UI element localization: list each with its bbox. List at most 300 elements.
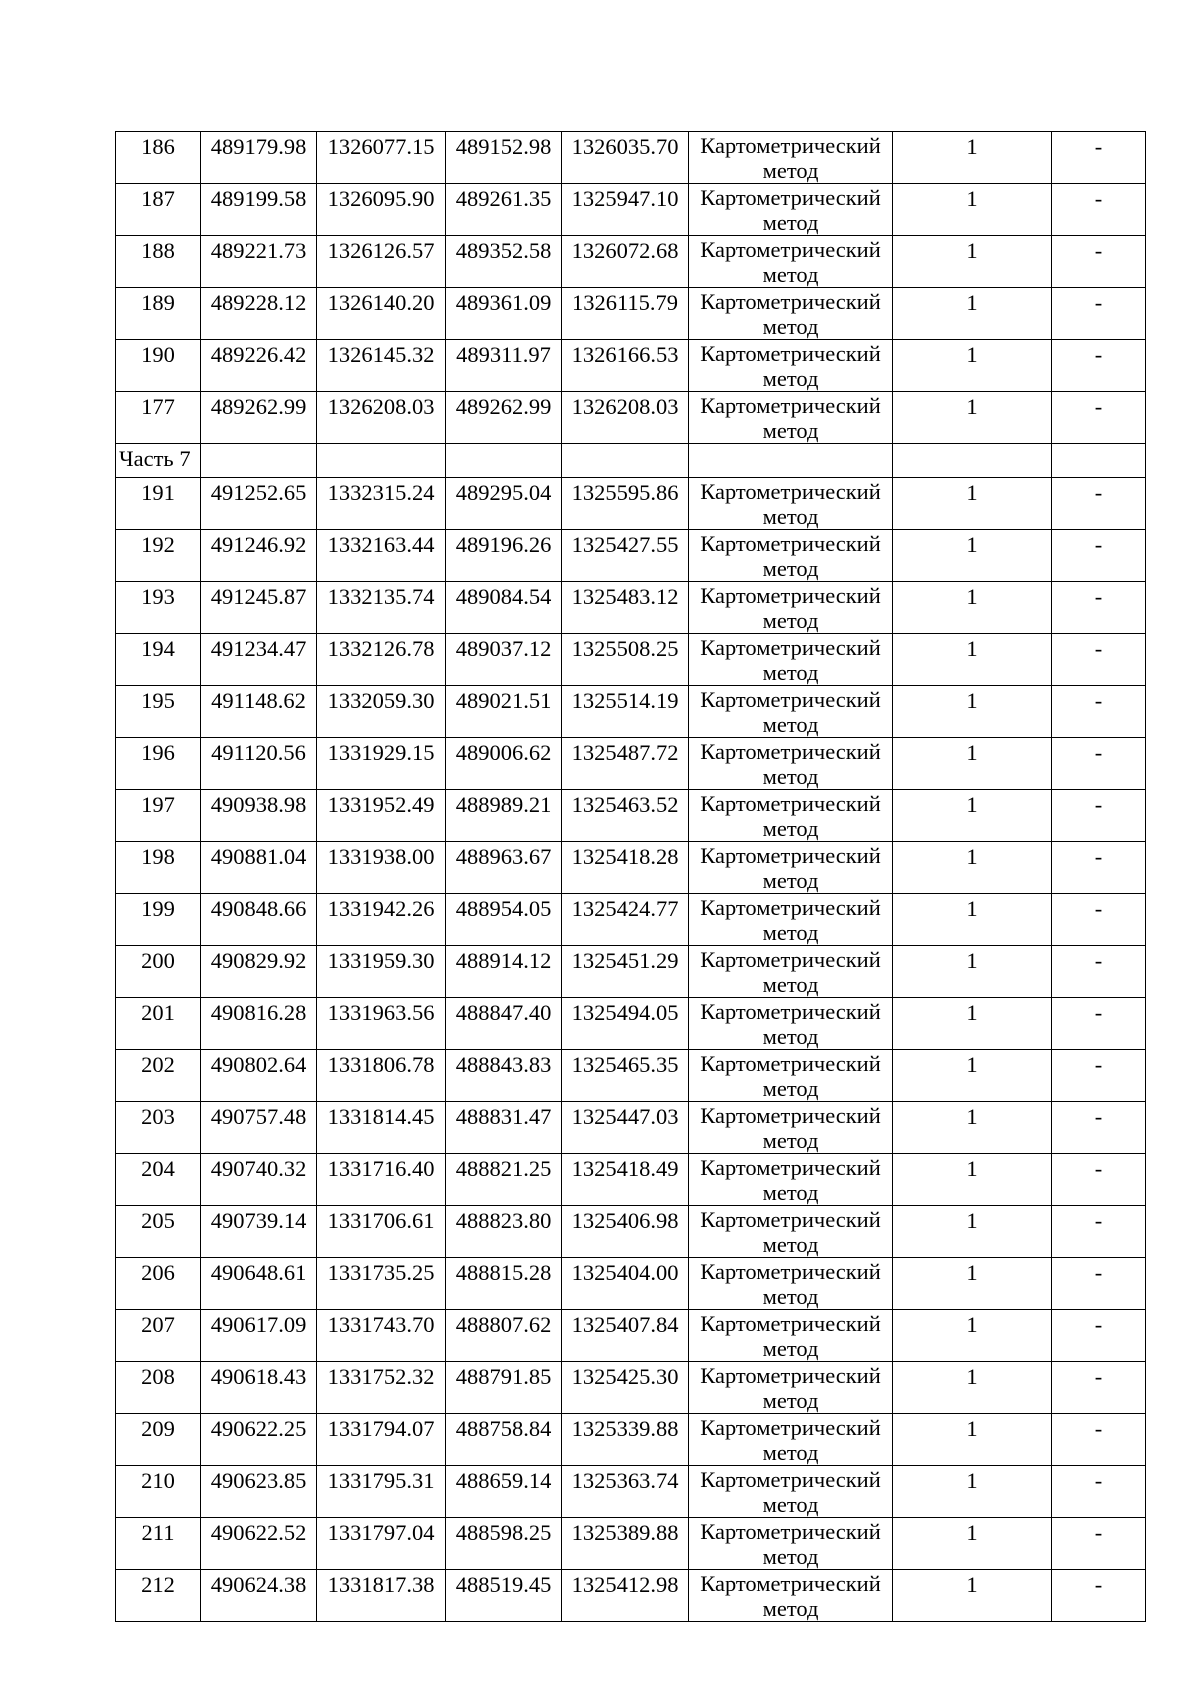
x-new-cell: 489037.12 [446, 634, 562, 686]
x-existing-cell: 490739.14 [201, 1206, 317, 1258]
x-existing-cell: 490740.32 [201, 1154, 317, 1206]
x-existing-cell: 491234.47 [201, 634, 317, 686]
point-number-cell: 206 [116, 1258, 201, 1310]
table-row [116, 1466, 1146, 1518]
description-cell: - [1052, 1570, 1146, 1622]
method-line-1: Картометрический [700, 237, 881, 262]
accuracy-cell: 1 [893, 946, 1052, 998]
empty-cell [1052, 444, 1146, 478]
y-new-cell: 1325508.25 [562, 634, 689, 686]
description-cell: - [1052, 1466, 1146, 1518]
table-row [116, 634, 1146, 686]
point-number-cell: 199 [116, 894, 201, 946]
y-existing-cell: 1331942.26 [317, 894, 446, 946]
accuracy-cell: 1 [893, 392, 1052, 444]
x-new-cell: 488598.25 [446, 1518, 562, 1570]
y-new-cell: 1326166.53 [562, 340, 689, 392]
y-new-cell: 1325451.29 [562, 946, 689, 998]
y-existing-cell: 1331794.07 [317, 1414, 446, 1466]
x-existing-cell: 491120.56 [201, 738, 317, 790]
method-cell [689, 998, 893, 1050]
part-header-row [116, 444, 1146, 478]
method-line-2: метод [762, 1232, 819, 1257]
y-existing-cell: 1331735.25 [317, 1258, 446, 1310]
table-row [116, 686, 1146, 738]
method-line-1: Картометрический [700, 1311, 881, 1336]
table-row [116, 288, 1146, 340]
part-section [116, 444, 1146, 478]
x-new-cell: 488791.85 [446, 1362, 562, 1414]
x-existing-cell: 491252.65 [201, 478, 317, 530]
empty-cell [201, 444, 317, 478]
method-cell [689, 1154, 893, 1206]
description-cell: - [1052, 340, 1146, 392]
y-new-cell: 1325514.19 [562, 686, 689, 738]
accuracy-cell: 1 [893, 530, 1052, 582]
method-cell [689, 1102, 893, 1154]
table-row [116, 236, 1146, 288]
y-new-cell: 1325494.05 [562, 998, 689, 1050]
table-row [116, 340, 1146, 392]
point-number-cell: 200 [116, 946, 201, 998]
y-new-cell: 1325406.98 [562, 1206, 689, 1258]
method-cell [689, 946, 893, 998]
method-line-1: Картометрический [700, 843, 881, 868]
method-line-2: метод [762, 314, 819, 339]
method-cell [689, 1518, 893, 1570]
x-new-cell: 489262.99 [446, 392, 562, 444]
point-number-cell: 191 [116, 478, 201, 530]
x-new-cell: 489352.58 [446, 236, 562, 288]
method-line-2: метод [762, 158, 819, 183]
description-cell: - [1052, 686, 1146, 738]
table-row [116, 184, 1146, 236]
method-line-1: Картометрический [700, 1467, 881, 1492]
point-number-cell: 189 [116, 288, 201, 340]
method-cell [689, 392, 893, 444]
x-existing-cell: 490848.66 [201, 894, 317, 946]
y-existing-cell: 1331952.49 [317, 790, 446, 842]
method-line-1: Картометрический [700, 1259, 881, 1284]
accuracy-cell: 1 [893, 1570, 1052, 1622]
y-new-cell: 1326072.68 [562, 236, 689, 288]
x-existing-cell: 489221.73 [201, 236, 317, 288]
method-line-2: метод [762, 660, 819, 685]
y-new-cell: 1325483.12 [562, 582, 689, 634]
method-line-2: метод [762, 1596, 819, 1621]
table-row [116, 1050, 1146, 1102]
table-row [116, 132, 1146, 184]
description-cell: - [1052, 998, 1146, 1050]
point-number-cell: 205 [116, 1206, 201, 1258]
method-cell [689, 1466, 893, 1518]
method-line-1: Картометрический [700, 341, 881, 366]
method-line-2: метод [762, 504, 819, 529]
method-line-1: Картометрический [700, 999, 881, 1024]
method-line-2: метод [762, 608, 819, 633]
description-cell: - [1052, 582, 1146, 634]
method-line-1: Картометрический [700, 393, 881, 418]
table-row [116, 582, 1146, 634]
x-new-cell: 488821.25 [446, 1154, 562, 1206]
accuracy-cell: 1 [893, 1466, 1052, 1518]
x-existing-cell: 490648.61 [201, 1258, 317, 1310]
x-new-cell: 488847.40 [446, 998, 562, 1050]
y-new-cell: 1326035.70 [562, 132, 689, 184]
point-number-cell: 186 [116, 132, 201, 184]
accuracy-cell: 1 [893, 582, 1052, 634]
method-line-2: метод [762, 418, 819, 443]
description-cell: - [1052, 946, 1146, 998]
table-body-bottom [116, 478, 1146, 1622]
method-line-1: Картометрический [700, 635, 881, 660]
description-cell: - [1052, 1206, 1146, 1258]
method-cell [689, 340, 893, 392]
method-cell [689, 132, 893, 184]
method-cell [689, 1414, 893, 1466]
y-existing-cell: 1331963.56 [317, 998, 446, 1050]
x-new-cell: 488758.84 [446, 1414, 562, 1466]
method-line-2: метод [762, 1180, 819, 1205]
accuracy-cell: 1 [893, 842, 1052, 894]
y-existing-cell: 1331806.78 [317, 1050, 446, 1102]
accuracy-cell: 1 [893, 1258, 1052, 1310]
method-line-2: метод [762, 366, 819, 391]
table-body-top [116, 132, 1146, 444]
method-line-2: метод [762, 1544, 819, 1569]
x-new-cell: 489311.97 [446, 340, 562, 392]
x-new-cell: 488519.45 [446, 1570, 562, 1622]
x-existing-cell: 490624.38 [201, 1570, 317, 1622]
y-existing-cell: 1326145.32 [317, 340, 446, 392]
point-number-cell: 210 [116, 1466, 201, 1518]
method-cell [689, 582, 893, 634]
method-line-1: Картометрический [700, 1051, 881, 1076]
method-cell [689, 1206, 893, 1258]
y-new-cell: 1325339.88 [562, 1414, 689, 1466]
y-existing-cell: 1326077.15 [317, 132, 446, 184]
accuracy-cell: 1 [893, 1310, 1052, 1362]
y-new-cell: 1325427.55 [562, 530, 689, 582]
accuracy-cell: 1 [893, 1102, 1052, 1154]
method-line-1: Картометрический [700, 1363, 881, 1388]
table-row [116, 1206, 1146, 1258]
method-cell [689, 1362, 893, 1414]
method-cell [689, 1570, 893, 1622]
x-new-cell: 488831.47 [446, 1102, 562, 1154]
y-new-cell: 1325404.00 [562, 1258, 689, 1310]
x-existing-cell: 490617.09 [201, 1310, 317, 1362]
x-new-cell: 489152.98 [446, 132, 562, 184]
point-number-cell: 196 [116, 738, 201, 790]
x-existing-cell: 489228.12 [201, 288, 317, 340]
description-cell: - [1052, 132, 1146, 184]
table-row [116, 738, 1146, 790]
point-number-cell: 212 [116, 1570, 201, 1622]
y-new-cell: 1325407.84 [562, 1310, 689, 1362]
x-new-cell: 488954.05 [446, 894, 562, 946]
accuracy-cell: 1 [893, 236, 1052, 288]
table-row [116, 894, 1146, 946]
y-existing-cell: 1331752.32 [317, 1362, 446, 1414]
x-new-cell: 489295.04 [446, 478, 562, 530]
point-number-cell: 188 [116, 236, 201, 288]
method-line-2: метод [762, 1388, 819, 1413]
method-line-1: Картометрический [700, 947, 881, 972]
description-cell: - [1052, 1362, 1146, 1414]
method-line-1: Картометрический [700, 185, 881, 210]
y-existing-cell: 1331938.00 [317, 842, 446, 894]
y-existing-cell: 1331797.04 [317, 1518, 446, 1570]
x-new-cell: 488815.28 [446, 1258, 562, 1310]
description-cell: - [1052, 288, 1146, 340]
point-number-cell: 207 [116, 1310, 201, 1362]
y-existing-cell: 1331817.38 [317, 1570, 446, 1622]
method-line-2: метод [762, 1128, 819, 1153]
method-line-1: Картометрический [700, 1571, 881, 1596]
table-row [116, 1362, 1146, 1414]
accuracy-cell: 1 [893, 790, 1052, 842]
y-existing-cell: 1332126.78 [317, 634, 446, 686]
x-existing-cell: 489226.42 [201, 340, 317, 392]
y-existing-cell: 1332315.24 [317, 478, 446, 530]
method-cell [689, 634, 893, 686]
empty-cell [689, 444, 893, 478]
y-new-cell: 1325947.10 [562, 184, 689, 236]
accuracy-cell: 1 [893, 132, 1052, 184]
x-new-cell: 489361.09 [446, 288, 562, 340]
y-existing-cell: 1332135.74 [317, 582, 446, 634]
point-number-cell: 201 [116, 998, 201, 1050]
method-cell [689, 1310, 893, 1362]
y-existing-cell: 1326140.20 [317, 288, 446, 340]
point-number-cell: 192 [116, 530, 201, 582]
y-new-cell: 1326208.03 [562, 392, 689, 444]
y-new-cell: 1325418.49 [562, 1154, 689, 1206]
x-existing-cell: 490829.92 [201, 946, 317, 998]
point-number-cell: 177 [116, 392, 201, 444]
description-cell: - [1052, 184, 1146, 236]
description-cell: - [1052, 392, 1146, 444]
table-row [116, 478, 1146, 530]
method-line-1: Картометрический [700, 791, 881, 816]
y-new-cell: 1325595.86 [562, 478, 689, 530]
point-number-cell: 190 [116, 340, 201, 392]
table-row [116, 1258, 1146, 1310]
method-line-1: Картометрический [700, 289, 881, 314]
method-line-1: Картометрический [700, 531, 881, 556]
method-cell [689, 738, 893, 790]
method-line-2: метод [762, 1336, 819, 1361]
method-line-1: Картометрический [700, 133, 881, 158]
point-number-cell: 202 [116, 1050, 201, 1102]
method-cell [689, 236, 893, 288]
y-existing-cell: 1332163.44 [317, 530, 446, 582]
point-number-cell: 211 [116, 1518, 201, 1570]
y-new-cell: 1325465.35 [562, 1050, 689, 1102]
description-cell: - [1052, 1102, 1146, 1154]
method-cell [689, 1258, 893, 1310]
method-line-2: метод [762, 1492, 819, 1517]
accuracy-cell: 1 [893, 184, 1052, 236]
x-existing-cell: 490622.52 [201, 1518, 317, 1570]
accuracy-cell: 1 [893, 1518, 1052, 1570]
x-new-cell: 488807.62 [446, 1310, 562, 1362]
accuracy-cell: 1 [893, 686, 1052, 738]
y-existing-cell: 1326095.90 [317, 184, 446, 236]
table-row [116, 1570, 1146, 1622]
accuracy-cell: 1 [893, 478, 1052, 530]
y-new-cell: 1326115.79 [562, 288, 689, 340]
x-new-cell: 488914.12 [446, 946, 562, 998]
method-line-2: метод [762, 972, 819, 997]
point-number-cell: 204 [116, 1154, 201, 1206]
y-new-cell: 1325463.52 [562, 790, 689, 842]
y-existing-cell: 1331743.70 [317, 1310, 446, 1362]
method-line-2: метод [762, 764, 819, 789]
x-existing-cell: 489179.98 [201, 132, 317, 184]
y-existing-cell: 1331929.15 [317, 738, 446, 790]
empty-cell [893, 444, 1052, 478]
method-cell [689, 184, 893, 236]
method-line-2: метод [762, 920, 819, 945]
x-new-cell: 489006.62 [446, 738, 562, 790]
y-existing-cell: 1326208.03 [317, 392, 446, 444]
table-row [116, 946, 1146, 998]
method-cell [689, 530, 893, 582]
description-cell: - [1052, 894, 1146, 946]
accuracy-cell: 1 [893, 1362, 1052, 1414]
method-cell [689, 842, 893, 894]
y-existing-cell: 1331795.31 [317, 1466, 446, 1518]
point-number-cell: 194 [116, 634, 201, 686]
y-existing-cell: 1331814.45 [317, 1102, 446, 1154]
point-number-cell: 208 [116, 1362, 201, 1414]
method-line-2: метод [762, 1440, 819, 1465]
method-line-2: метод [762, 868, 819, 893]
method-cell [689, 686, 893, 738]
empty-cell [317, 444, 446, 478]
x-new-cell: 489261.35 [446, 184, 562, 236]
empty-cell [446, 444, 562, 478]
method-line-1: Картометрический [700, 1103, 881, 1128]
table-row [116, 1102, 1146, 1154]
description-cell: - [1052, 1414, 1146, 1466]
description-cell: - [1052, 478, 1146, 530]
table-row [116, 790, 1146, 842]
method-line-2: метод [762, 816, 819, 841]
y-existing-cell: 1331959.30 [317, 946, 446, 998]
method-line-1: Картометрический [700, 583, 881, 608]
accuracy-cell: 1 [893, 1414, 1052, 1466]
method-line-1: Картометрический [700, 1207, 881, 1232]
description-cell: - [1052, 1154, 1146, 1206]
y-existing-cell: 1331706.61 [317, 1206, 446, 1258]
x-existing-cell: 490816.28 [201, 998, 317, 1050]
table-row [116, 1154, 1146, 1206]
point-number-cell: 193 [116, 582, 201, 634]
point-number-cell: 198 [116, 842, 201, 894]
method-line-2: метод [762, 1076, 819, 1101]
method-line-2: метод [762, 1024, 819, 1049]
x-new-cell: 488843.83 [446, 1050, 562, 1102]
description-cell: - [1052, 236, 1146, 288]
accuracy-cell: 1 [893, 894, 1052, 946]
method-line-2: метод [762, 262, 819, 287]
description-cell: - [1052, 1258, 1146, 1310]
method-line-1: Картометрический [700, 687, 881, 712]
x-existing-cell: 490881.04 [201, 842, 317, 894]
description-cell: - [1052, 790, 1146, 842]
method-line-1: Картометрический [700, 739, 881, 764]
coordinates-table [115, 131, 1146, 1622]
x-new-cell: 488963.67 [446, 842, 562, 894]
method-cell [689, 288, 893, 340]
method-line-2: метод [762, 210, 819, 235]
x-existing-cell: 491245.87 [201, 582, 317, 634]
accuracy-cell: 1 [893, 998, 1052, 1050]
x-existing-cell: 491148.62 [201, 686, 317, 738]
description-cell: - [1052, 1310, 1146, 1362]
table-row [116, 842, 1146, 894]
accuracy-cell: 1 [893, 634, 1052, 686]
x-existing-cell: 491246.92 [201, 530, 317, 582]
x-existing-cell: 490622.25 [201, 1414, 317, 1466]
accuracy-cell: 1 [893, 1050, 1052, 1102]
method-line-1: Картометрический [700, 1415, 881, 1440]
point-number-cell: 197 [116, 790, 201, 842]
point-number-cell: 195 [116, 686, 201, 738]
method-cell [689, 1050, 893, 1102]
table-row [116, 1414, 1146, 1466]
method-line-2: метод [762, 556, 819, 581]
table-row [116, 998, 1146, 1050]
x-existing-cell: 490938.98 [201, 790, 317, 842]
y-new-cell: 1325389.88 [562, 1518, 689, 1570]
method-line-2: метод [762, 712, 819, 737]
x-new-cell: 488989.21 [446, 790, 562, 842]
method-cell [689, 478, 893, 530]
empty-cell [562, 444, 689, 478]
method-line-1: Картометрический [700, 895, 881, 920]
method-line-1: Картометрический [700, 1155, 881, 1180]
accuracy-cell: 1 [893, 738, 1052, 790]
method-cell [689, 790, 893, 842]
accuracy-cell: 1 [893, 1206, 1052, 1258]
accuracy-cell: 1 [893, 1154, 1052, 1206]
table-row [116, 392, 1146, 444]
x-new-cell: 489084.54 [446, 582, 562, 634]
description-cell: - [1052, 1518, 1146, 1570]
y-new-cell: 1325363.74 [562, 1466, 689, 1518]
y-existing-cell: 1331716.40 [317, 1154, 446, 1206]
accuracy-cell: 1 [893, 340, 1052, 392]
x-new-cell: 489196.26 [446, 530, 562, 582]
point-number-cell: 209 [116, 1414, 201, 1466]
y-existing-cell: 1326126.57 [317, 236, 446, 288]
y-new-cell: 1325412.98 [562, 1570, 689, 1622]
table-row [116, 1518, 1146, 1570]
part-label: Часть 7 [116, 444, 201, 478]
x-existing-cell: 489262.99 [201, 392, 317, 444]
x-existing-cell: 490802.64 [201, 1050, 317, 1102]
y-new-cell: 1325418.28 [562, 842, 689, 894]
y-new-cell: 1325424.77 [562, 894, 689, 946]
description-cell: - [1052, 1050, 1146, 1102]
x-existing-cell: 490757.48 [201, 1102, 317, 1154]
x-new-cell: 489021.51 [446, 686, 562, 738]
accuracy-cell: 1 [893, 288, 1052, 340]
